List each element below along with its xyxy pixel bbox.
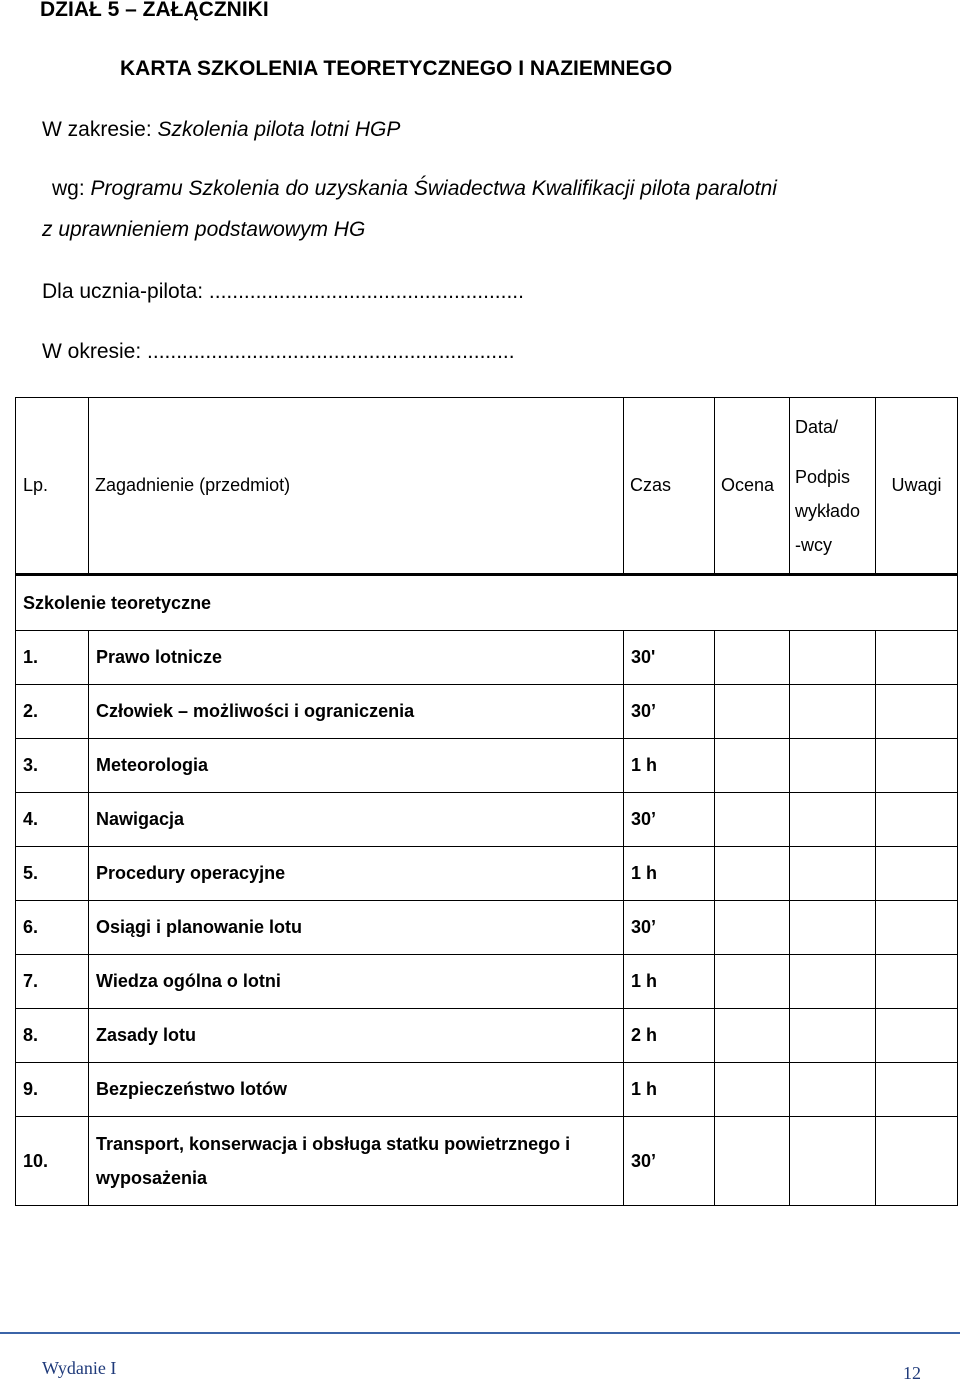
row-signature-cell[interactable] [790,1063,876,1117]
header-notes: Uwagi [876,398,958,575]
row-subject: Wiedza ogólna o lotni [89,955,624,1009]
row-notes-cell[interactable] [876,955,958,1009]
row-lp: 5. [16,847,89,901]
row-time: 30' [624,631,715,685]
program-name-line-2: z uprawnieniem podstawowym HG [42,218,366,241]
header-subject: Zagadnienie (przedmiot) [89,398,624,575]
row-notes-cell[interactable] [876,685,958,739]
row-signature-cell[interactable] [790,955,876,1009]
period-field[interactable]: W okresie: ............................................................... [42,340,515,363]
row-subject-line-1: Transport, konserwacja i obsługa statku powietrznego i [96,1134,571,1154]
row-time: 30’ [624,793,715,847]
table-row [16,1117,958,1206]
header-signature-line-2: Podpis [795,466,851,487]
footer-rule [0,1332,960,1334]
header-lp: Lp. [16,398,89,575]
row-notes-cell[interactable] [876,1117,958,1206]
row-subject: Zasady lotu [89,1009,624,1063]
row-signature-cell[interactable] [790,1009,876,1063]
header-signature [790,398,876,575]
row-grade-cell[interactable] [715,739,790,793]
row-time: 30’ [624,1117,715,1206]
header-time: Czas [624,398,715,575]
row-notes-cell[interactable] [876,793,958,847]
row-time: 1 h [624,955,715,1009]
scope-label: W zakresie: [42,118,158,141]
row-grade-cell[interactable] [715,847,790,901]
row-time: 1 h [624,739,715,793]
row-notes-cell[interactable] [876,631,958,685]
row-time: 30’ [624,901,715,955]
row-notes-cell[interactable] [876,739,958,793]
row-lp: 4. [16,793,89,847]
program-label: wg: [52,177,91,200]
card-title: KARTA SZKOLENIA TEORETYCZNEGO I NAZIEMNEGO [120,57,673,80]
row-grade-cell[interactable] [715,685,790,739]
table-row [16,1009,958,1063]
row-signature-cell[interactable] [790,901,876,955]
header-grade: Ocena [715,398,790,575]
header-signature-line-1: Data/ [795,416,839,437]
table-row [16,793,958,847]
table-row [16,1063,958,1117]
row-grade-cell[interactable] [715,793,790,847]
table-row [16,847,958,901]
row-notes-cell[interactable] [876,847,958,901]
scope-value: Szkolenia pilota lotni HGP [157,118,401,141]
row-signature-cell[interactable] [790,847,876,901]
row-time: 30’ [624,685,715,739]
row-subject-line-2: wyposażenia [96,1168,208,1188]
row-notes-cell[interactable] [876,1009,958,1063]
footer-page-number: 12 [903,1363,921,1383]
row-notes-cell[interactable] [876,901,958,955]
training-table [15,397,958,1206]
table-row [16,739,958,793]
section-row [16,575,958,631]
row-grade-cell[interactable] [715,631,790,685]
student-field[interactable]: Dla ucznia-pilota: ...................................................... [42,280,524,303]
table-row [16,955,958,1009]
row-lp: 6. [16,901,89,955]
row-subject: Meteorologia [89,739,624,793]
row-subject [89,1117,624,1206]
table-row [16,685,958,739]
row-time: 1 h [624,847,715,901]
row-signature-cell[interactable] [790,739,876,793]
section-title: Szkolenie teoretyczne [16,575,958,631]
header-signature-line-3: wykłado [795,500,861,521]
row-notes-cell[interactable] [876,1063,958,1117]
row-subject: Procedury operacyjne [89,847,624,901]
row-grade-cell[interactable] [715,901,790,955]
row-grade-cell[interactable] [715,1117,790,1206]
row-time: 1 h [624,1063,715,1117]
row-grade-cell[interactable] [715,1063,790,1117]
row-subject: Nawigacja [89,793,624,847]
row-signature-cell[interactable] [790,685,876,739]
row-subject: Osiągi i planowanie lotu [89,901,624,955]
row-signature-cell[interactable] [790,793,876,847]
row-lp: 1. [16,631,89,685]
table-row [16,631,958,685]
row-signature-cell[interactable] [790,1117,876,1206]
row-grade-cell[interactable] [715,1009,790,1063]
row-lp: 9. [16,1063,89,1117]
header-signature-line-4: -wcy [795,534,832,555]
footer-edition: Wydanie I [42,1358,117,1378]
row-lp: 10. [16,1117,89,1206]
row-signature-cell[interactable] [790,631,876,685]
row-lp: 3. [16,739,89,793]
row-lp: 7. [16,955,89,1009]
row-grade-cell[interactable] [715,955,790,1009]
row-subject: Człowiek – możliwości i ograniczenia [89,685,624,739]
program-line-1 [52,177,777,201]
row-subject: Prawo lotnicze [89,631,624,685]
scope-line [42,118,400,142]
program-name-line-1: Programu Szkolenia do uzyskania Świadectwa Kwalifikacji pilota paralotni [90,177,777,200]
table-row [16,901,958,955]
section-heading: DZIAŁ 5 – ZAŁĄCZNIKI [40,0,269,21]
row-lp: 2. [16,685,89,739]
row-time: 2 h [624,1009,715,1063]
row-lp: 8. [16,1009,89,1063]
row-subject: Bezpieczeństwo lotów [89,1063,624,1117]
table-header-row [16,398,958,575]
